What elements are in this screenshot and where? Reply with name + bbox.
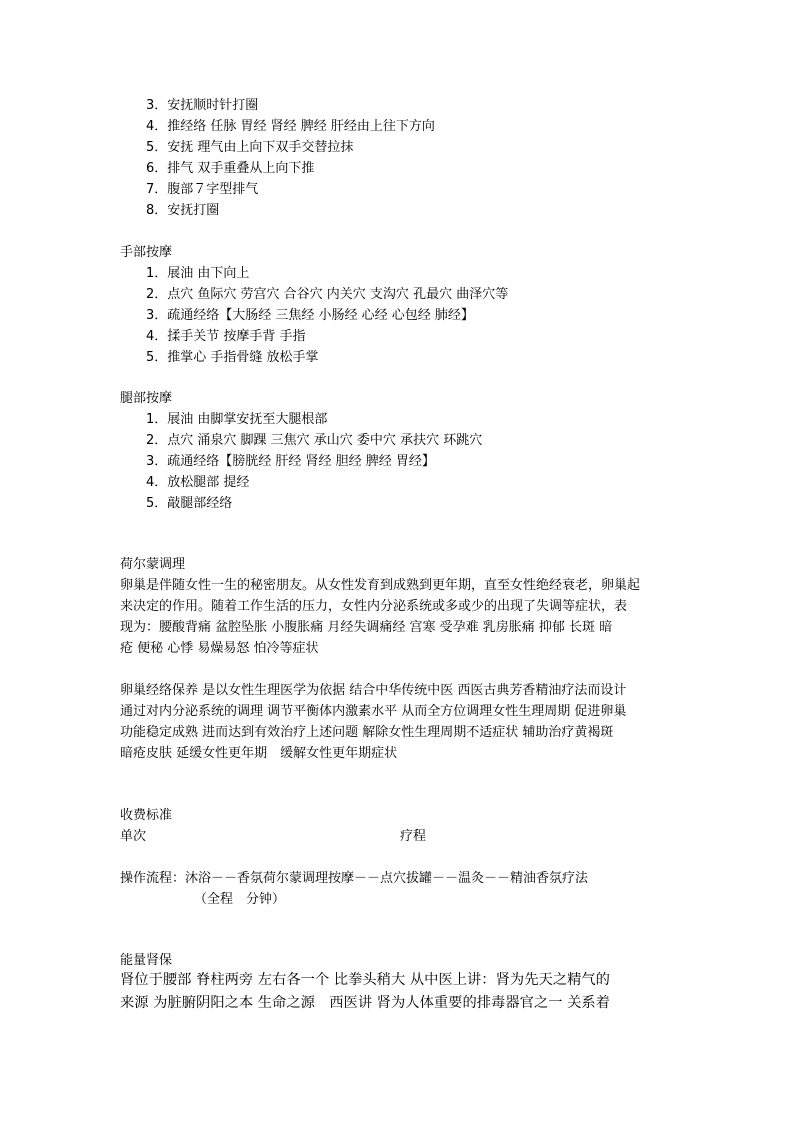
hormone-paragraph-2-line-3: 功能稳定成熟 进而达到有效治疗上述问题 解除女性生理周期不适症状 辅助治疗黄褐斑 [120, 725, 614, 740]
kidney-section-title: 能量肾保 [120, 953, 173, 968]
process-line-1: 操作流程：沐浴－－香氛荷尔蒙调理按摩－－点穴拔罐－－温灸－－精油香氛疗法 [120, 871, 589, 886]
leg-step-1: 1．展油 由脚掌安抚至大腿根部 [146, 412, 328, 427]
kidney-paragraph-line-1: 肾位于腰部 脊柱两旁 左右各一个 比拳头稍大 从中医上讲：肾为先天之精气的 [120, 972, 610, 988]
kidney-paragraph-line-2: 来源 为脏腑阴阳之本 生命之源 西医讲 肾为人体重要的排毒器官之一 关系着 [120, 995, 610, 1011]
hormone-paragraph-2-line-1: 卵巢经络保养 是以女性生理医学为依据 结合中华传统中医 西医古典芳香精油疗法而设计 [120, 683, 627, 698]
abdomen-step-4: 4．推经络 任脉 胃经 肾经 脾经 肝经由上往下方向 [146, 119, 435, 134]
abdomen-step-6: 6．排气 双手重叠从上向下推 [146, 161, 315, 176]
hand-step-1: 1．展油 由下向上 [146, 266, 250, 281]
leg-section-title: 腿部按摩 [120, 391, 173, 406]
fee-course-label: 疗程 [400, 829, 427, 844]
hand-section-title: 手部按摩 [120, 245, 173, 260]
fees-section-title: 收费标准 [120, 808, 173, 823]
abdomen-step-3: 3．安抚顺时针打圈 [146, 98, 259, 113]
abdomen-step-5: 5．安抚 理气由上向下双手交替拉抹 [146, 140, 354, 155]
leg-step-5: 5．敲腿部经络 [146, 496, 233, 511]
hormone-paragraph-1-line-4: 疮 便秘 心悸 易燥易怒 怕冷等症状 [120, 641, 319, 656]
leg-step-2: 2．点穴 涌泉穴 脚踝 三焦穴 承山穴 委中穴 承扶穴 环跳穴 [146, 433, 483, 448]
leg-step-4: 4．放松腿部 提经 [146, 475, 250, 490]
hormone-paragraph-1-line-2: 来决定的作用。随着工作生活的压力，女性内分泌系统或多或少的出现了失调等症状，表 [120, 599, 628, 614]
hormone-paragraph-2-line-4: 暗疮皮肤 延缓女性更年期 缓解女性更年期症状 [120, 746, 398, 761]
hormone-paragraph-1-line-3: 现为：腰酸背痛 盆腔坠胀 小腹胀痛 月经失调痛经 宫寒 受孕难 乳房胀痛 抑郁 长斑 暗 [120, 620, 613, 635]
hand-step-5: 5．推掌心 手指骨缝 放松手掌 [146, 350, 319, 365]
hand-step-4: 4．揉手关节 按摩手背 手指 [146, 329, 306, 344]
abdomen-step-7: 7．腹部７字型排气 [146, 182, 259, 197]
abdomen-step-8: 8．安抚打圈 [146, 203, 220, 218]
hand-step-3: 3．疏通经络【大肠经 三焦经 小肠经 心经 心包经 肺经】 [146, 308, 474, 323]
fee-single-label: 单次 [120, 829, 147, 844]
hormone-section-title: 荷尔蒙调理 [120, 557, 186, 572]
hormone-paragraph-1-line-1: 卵巢是伴随女性一生的秘密朋友。从女性发育到成熟到更年期，直至女性绝经衰老，卵巢起 [120, 578, 641, 593]
hand-step-2: 2．点穴 鱼际穴 劳宫穴 合谷穴 内关穴 支沟穴 孔最穴 曲泽穴等 [146, 287, 509, 302]
process-line-2: （全程 分钟） [194, 892, 286, 907]
leg-step-3: 3．疏通经络【膀胱经 肝经 肾经 胆经 脾经 胃经】 [146, 454, 435, 469]
hormone-paragraph-2-line-2: 通过对内分泌系统的调理 调节平衡体内激素水平 从而全方位调理女性生理周期 促进卵巢 [120, 704, 627, 719]
